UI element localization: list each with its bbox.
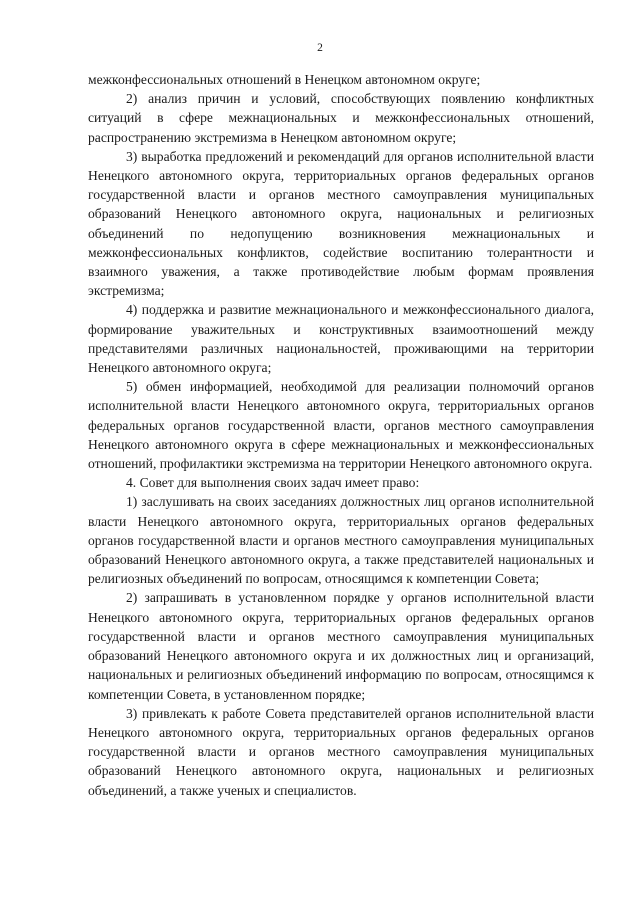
page-number: 2 <box>317 42 323 54</box>
paragraph-item-4: 4) поддержка и развитие межнационального и межконфессионального диалога, формирование уважительных и конструктивных взаимоотношений между представителями различных национальностей, проживающими на территории Ненецкого автономного округа; <box>88 302 594 376</box>
document-body <box>88 70 594 800</box>
section-4-heading: 4. Совет для выполнения своих задач имеет право: <box>126 475 420 491</box>
paragraph-item-3: 3) выработка предложений и рекомендаций для органов исполнительной власти Ненецкого автономного округа, территориальных органов федеральных органов государственной власти и органов местного самоуправления муниципальных образований Ненецкого автономного округа, национальных и религиозных объединений по недопущению возникновения межнациональных и межконфессиональных конфликтов, содействие воспитанию толерантности и взаимного уважения, а также противодействие любым формам проявления экстремизма; <box>88 148 594 299</box>
paragraph-right-3: 3) привлекать к работе Совета представителей органов исполнительной власти Ненецкого автономного округа, территориальных органов федеральных органов государственной власти и органов местного самоуправления муниципальных образований Ненецкого автономного округа, национальных и религиозных объединений, а также ученых и специалистов. <box>88 705 594 798</box>
paragraph-item-2: 2) анализ причин и условий, способствующих появлению конфликтных ситуаций в сфере межнациональных и межконфессиональных отношений, распространению экстремизма в Ненецком автономном округе; <box>88 91 594 145</box>
paragraph-right-1: 1) заслушивать на своих заседаниях должностных лиц органов исполнительной власти Ненецкого автономного округа, территориальных органов федеральных органов государственной власти и органов местного самоуправления муниципальных образований Ненецкого автономного округа, а также представителей национальных и религиозных объединений по вопросам, относящимся к компетенции Совета; <box>88 494 594 587</box>
paragraph-right-2: 2) запрашивать в установленном порядке у органов исполнительной власти Ненецкого автономного округа, территориальных органов федеральных органов государственной власти и органов местного самоуправления муниципальных образований Ненецкого автономного округа и их должностных лиц и организаций, национальных и религиозных объединений информацию по вопросам, относящимся к компетенции Совета, в установленном порядке; <box>88 590 594 702</box>
paragraph-continuation: межконфессиональных отношений в Ненецком автономном округе; <box>88 72 481 87</box>
paragraph-item-5: 5) обмен информацией, необходимой для реализации полномочий органов исполнительной власти Ненецкого автономного округа, территориальных органов федеральных органов государственной власти, органов местного самоуправления Ненецкого автономного округа в сфере межнациональных и межконфессиональных отношений, профилактики экстремизма на территории Ненецкого автономного округа. <box>88 379 594 472</box>
